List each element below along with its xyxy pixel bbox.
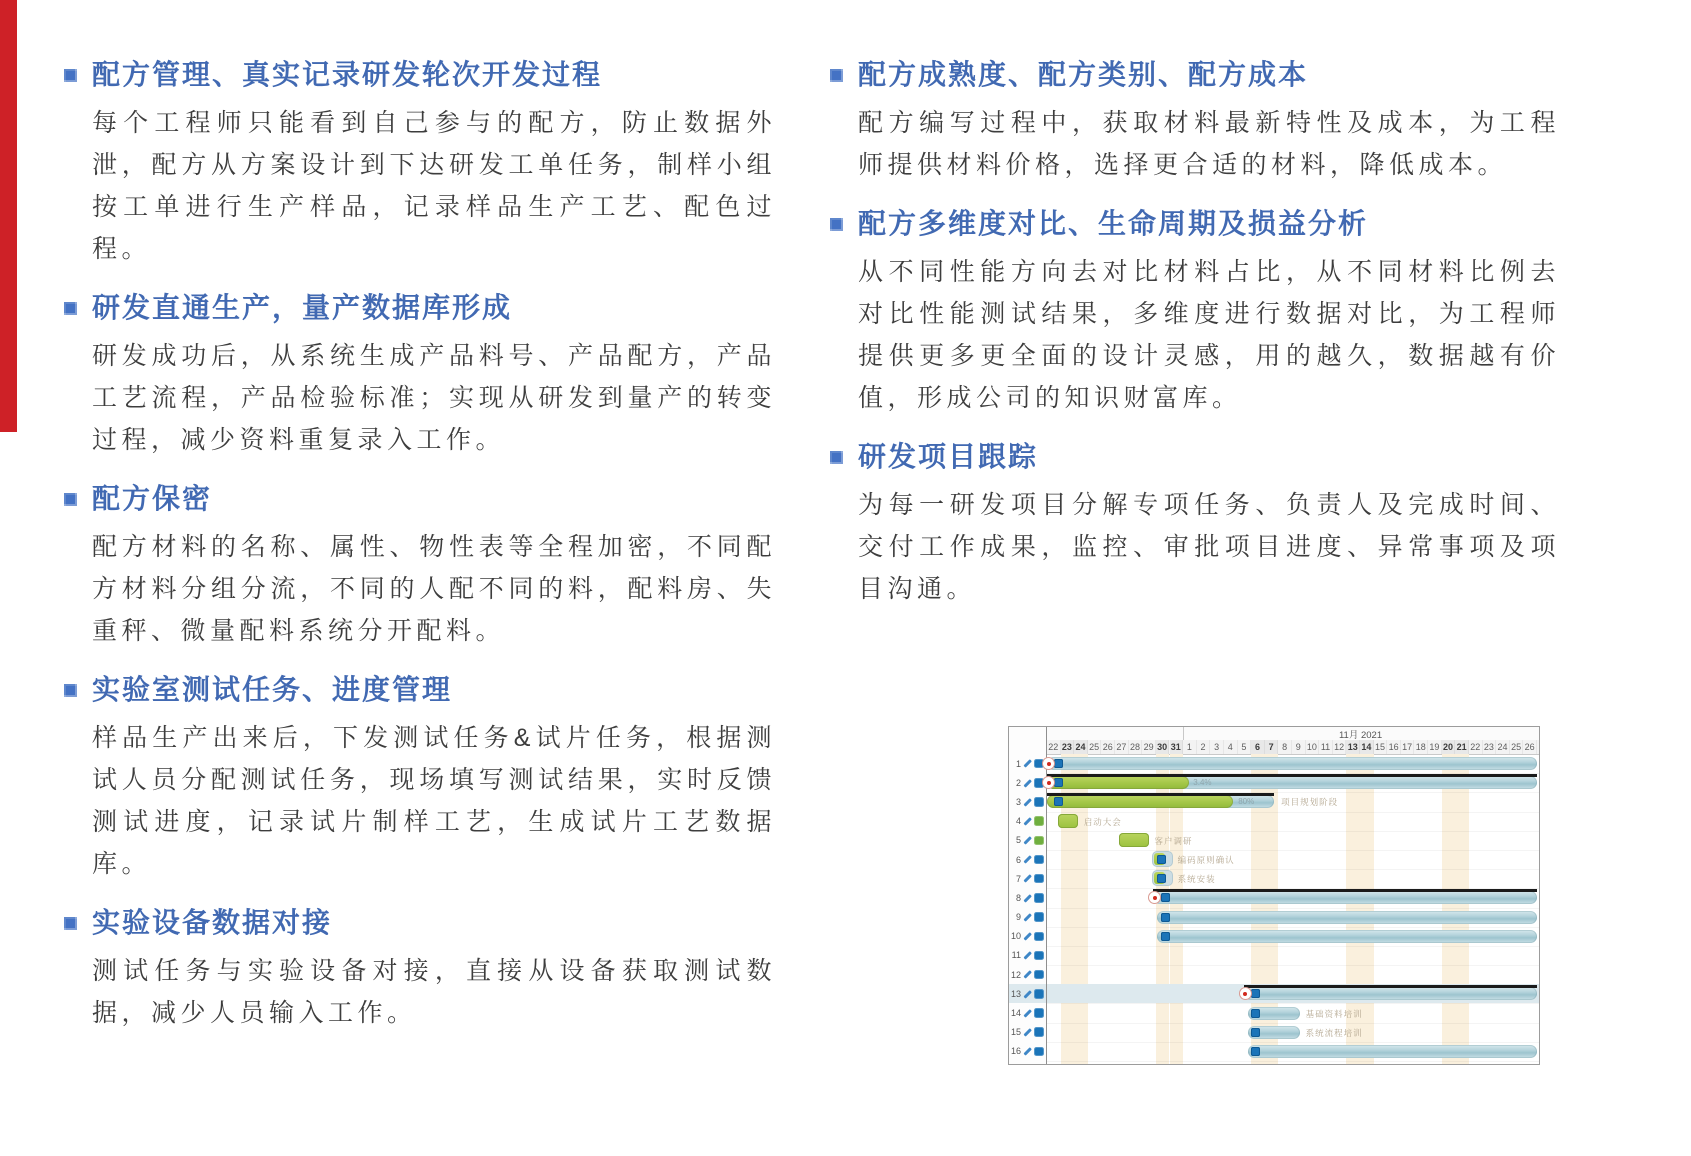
section-heading: 研发直通生产，量产数据库形成: [92, 292, 513, 323]
drag-handle[interactable]: [1251, 989, 1260, 998]
task-progress-bar[interactable]: [1047, 795, 1233, 808]
edit-pencil-icon[interactable]: [1023, 990, 1031, 998]
section-heading: 实验设备数据对接: [92, 907, 333, 938]
gantt-timeline-area: [1046, 727, 1539, 1064]
gantt-row-header: [1009, 984, 1046, 1003]
progress-marker-icon[interactable]: [1240, 988, 1251, 999]
edit-pencil-icon[interactable]: [1023, 760, 1031, 768]
task-status-icon[interactable]: [1034, 893, 1044, 903]
left-edge-red-bar: [0, 0, 17, 432]
row-number: 16: [1011, 1046, 1022, 1057]
row-gridline: [1047, 850, 1539, 870]
gantt-day-label: 10: [1306, 740, 1320, 754]
gantt-row-header: [1009, 908, 1046, 927]
gantt-chart-screenshot: [1008, 726, 1540, 1065]
summary-task-bar[interactable]: [1153, 889, 1537, 892]
milestone-box[interactable]: [1153, 871, 1172, 885]
gantt-row-header: [1009, 1023, 1046, 1042]
feature-section: [64, 665, 776, 885]
task-status-icon[interactable]: [1034, 874, 1044, 884]
edit-pencil-icon[interactable]: [1023, 875, 1031, 883]
feature-section: [830, 432, 1560, 610]
bullet-square-icon: [64, 69, 77, 82]
row-number: 4: [1015, 816, 1021, 827]
task-status-icon[interactable]: [1034, 912, 1044, 922]
bullet-square-icon: [64, 493, 77, 506]
gantt-day-label: 17: [1401, 740, 1415, 754]
gantt-day-label: 31: [1170, 740, 1184, 754]
bullet-square-icon: [64, 684, 77, 697]
gantt-row-header: [1009, 946, 1046, 965]
gantt-month-label: 11月 2021: [1183, 727, 1537, 740]
gantt-row-header: [1009, 965, 1046, 984]
task-status-icon[interactable]: [1034, 1008, 1044, 1018]
red-dot: [1243, 992, 1247, 996]
gantt-row-header: [1009, 850, 1046, 869]
row-gridline: [1047, 946, 1539, 966]
gantt-day-label: 30: [1156, 740, 1170, 754]
drag-handle[interactable]: [1054, 778, 1063, 787]
bullet-square-icon: [830, 451, 843, 464]
gantt-row-header: [1009, 1042, 1046, 1061]
gantt-day-label: 7: [1265, 740, 1279, 754]
feature-section: [64, 283, 776, 461]
gantt-day-label: 9: [1292, 740, 1306, 754]
row-number: 3: [1015, 796, 1021, 807]
gantt-row-header: [1009, 888, 1046, 907]
task-status-icon[interactable]: [1034, 989, 1044, 999]
milestone-box[interactable]: [1058, 814, 1078, 828]
edit-pencil-icon[interactable]: [1023, 1028, 1031, 1036]
section-heading: 实验室测试任务、进度管理: [92, 674, 453, 705]
task-bar[interactable]: [1153, 891, 1537, 904]
gantt-day-label: 28: [1129, 740, 1143, 754]
gantt-row-header: [1009, 812, 1046, 831]
section-heading: 配方保密: [92, 483, 213, 514]
task-bar[interactable]: [1248, 1045, 1537, 1058]
gantt-day-label: 22: [1047, 740, 1061, 754]
gantt-day-label: 29: [1142, 740, 1156, 754]
gantt-day-label: 16: [1387, 740, 1401, 754]
task-status-icon[interactable]: [1034, 855, 1044, 865]
gantt-day-label: 24: [1074, 740, 1088, 754]
gantt-day-label: 5: [1238, 740, 1252, 754]
feature-section: [830, 50, 1560, 186]
task-progress-bar[interactable]: [1047, 776, 1189, 789]
bullet-square-icon: [830, 69, 843, 82]
summary-task-bar[interactable]: [1047, 793, 1274, 796]
task-label: 项目规划阶段: [1281, 797, 1339, 808]
section-body: 样品生产出来后，下发测试任务&试片任务，根据测试人员分配测试任务，现场填写测试结果，实时反馈测试进度，记录试片制样工艺，生成试片工艺数据库。: [92, 724, 776, 878]
edit-pencil-icon[interactable]: [1023, 836, 1031, 844]
left-column: [64, 50, 776, 1047]
summary-task-bar[interactable]: [1244, 985, 1537, 988]
section-heading: 配方成熟度、配方类别、配方成本: [858, 59, 1309, 90]
row-number: 12: [1011, 969, 1022, 980]
drag-handle[interactable]: [1251, 1009, 1260, 1018]
row-number: 14: [1011, 1008, 1022, 1019]
task-bar[interactable]: [1157, 930, 1537, 943]
summary-task-bar[interactable]: [1047, 774, 1537, 777]
task-status-icon[interactable]: [1034, 932, 1044, 942]
gantt-day-label: 25: [1088, 740, 1102, 754]
section-heading: 配方多维度对比、生命周期及损益分析: [858, 208, 1369, 239]
gantt-day-label: 20: [1442, 740, 1456, 754]
drag-handle[interactable]: [1251, 1047, 1260, 1056]
gantt-row-header: [1009, 773, 1046, 792]
gantt-day-label: 27: [1115, 740, 1129, 754]
gantt-day-label: 3: [1210, 740, 1224, 754]
gantt-day-label: 23: [1483, 740, 1497, 754]
edit-pencil-icon[interactable]: [1023, 971, 1031, 979]
edit-pencil-icon[interactable]: [1023, 951, 1031, 959]
section-heading: 研发项目跟踪: [858, 441, 1039, 472]
row-number: 7: [1015, 873, 1021, 884]
gantt-row-header: [1009, 831, 1046, 850]
gantt-day-label: 26: [1101, 740, 1115, 754]
section-heading-row: [830, 199, 1560, 249]
section-heading: 配方管理、真实记录研发轮次开发过程: [92, 59, 603, 90]
task-status-icon[interactable]: [1034, 836, 1044, 846]
drag-handle[interactable]: [1161, 932, 1170, 941]
gantt-row-header-panel: [1009, 727, 1046, 1064]
gantt-day-label: 24: [1496, 740, 1510, 754]
drag-handle[interactable]: [1054, 797, 1063, 806]
gantt-day-label: 12: [1333, 740, 1347, 754]
drag-handle[interactable]: [1157, 855, 1166, 864]
row-number: 9: [1015, 912, 1021, 923]
red-dot: [1047, 762, 1051, 766]
task-status-icon[interactable]: [1034, 797, 1044, 807]
gantt-row-header: [1009, 792, 1046, 811]
bullet-square-icon: [64, 302, 77, 315]
gantt-date-header: [1047, 740, 1539, 755]
gantt-day-label: 8: [1278, 740, 1292, 754]
feature-section: [64, 50, 776, 270]
edit-pencil-icon[interactable]: [1023, 798, 1031, 806]
row-number: 15: [1011, 1027, 1022, 1038]
feature-section: [64, 898, 776, 1034]
gantt-day-label: 19: [1428, 740, 1442, 754]
task-bar[interactable]: [1244, 987, 1537, 1000]
edit-pencil-icon[interactable]: [1023, 817, 1031, 825]
feature-section: [64, 474, 776, 652]
task-status-icon[interactable]: [1034, 970, 1044, 980]
drag-handle[interactable]: [1054, 759, 1063, 768]
task-status-icon[interactable]: [1034, 816, 1044, 826]
row-gridline: [1047, 869, 1539, 889]
row-number: 10: [1011, 931, 1022, 942]
row-number: 1: [1015, 758, 1021, 769]
gantt-row-header: [1009, 754, 1046, 773]
section-body: 配方编写过程中，获取材料最新特性及成本，为工程师提供材料价格，选择更合适的材料，降低成本。: [858, 109, 1560, 179]
row-number: 5: [1015, 835, 1021, 846]
drag-handle[interactable]: [1161, 913, 1170, 922]
row-number: 13: [1011, 988, 1022, 999]
gantt-month-header: [1047, 727, 1539, 741]
task-label: 编码原则确认: [1177, 855, 1235, 866]
bullet-square-icon: [830, 218, 843, 231]
gantt-day-label: 13: [1346, 740, 1360, 754]
section-heading-row: [830, 50, 1560, 100]
gantt-day-label: 6: [1251, 740, 1265, 754]
row-number: 2: [1015, 777, 1021, 788]
gantt-day-label: 2: [1197, 740, 1211, 754]
gantt-day-label: 21: [1455, 740, 1469, 754]
section-heading-row: [830, 432, 1560, 482]
gantt-day-label: 25: [1510, 740, 1524, 754]
section-heading-row: [64, 898, 776, 948]
task-bar[interactable]: [1047, 757, 1537, 770]
task-label: 启动大会: [1083, 816, 1122, 827]
gantt-day-label: 26: [1523, 740, 1537, 754]
edit-pencil-icon[interactable]: [1023, 913, 1031, 921]
bullet-square-icon: [64, 917, 77, 930]
section-body: 研发成功后，从系统生成产品料号、产品配方，产品工艺流程，产品检验标准；实现从研发到量产的转变过程，减少资料重复录入工作。: [92, 342, 776, 454]
row-number: 8: [1015, 892, 1021, 903]
gantt-day-label: 18: [1415, 740, 1429, 754]
task-label: 系统安装: [1177, 874, 1216, 885]
edit-pencil-icon[interactable]: [1023, 894, 1031, 902]
gantt-row-header: [1009, 1003, 1046, 1022]
red-dot: [1153, 896, 1157, 900]
section-body: 为每一研发项目分解专项任务、负责人及完成时间、交付工作成果，监控、审批项目进度、异常事项及项目沟通。: [858, 491, 1560, 603]
edit-pencil-icon[interactable]: [1023, 932, 1031, 940]
gantt-day-label: 4: [1224, 740, 1238, 754]
section-body: 配方材料的名称、属性、物性表等全程加密，不同配方材料分组分流，不同的人配不同的料，配料房、失重秤、微量配料系统分开配料。: [92, 533, 776, 645]
edit-pencil-icon[interactable]: [1023, 1009, 1031, 1017]
section-heading-row: [64, 474, 776, 524]
gantt-row-header: [1009, 927, 1046, 946]
row-number: 11: [1011, 950, 1021, 961]
gantt-day-label: 11: [1319, 740, 1333, 754]
milestone-box[interactable]: [1119, 833, 1149, 847]
feature-section: [830, 199, 1560, 419]
task-label: 基础资料培训: [1305, 1008, 1363, 1019]
section-body: 从不同性能方向去对比材料占比，从不同材料比例去对比性能测试结果，多维度进行数据对比，为工程师提供更多更全面的设计灵感，用的越久，数据越有价值，形成公司的知识财富库。: [858, 258, 1560, 412]
red-dot: [1047, 781, 1051, 785]
task-bar[interactable]: [1157, 911, 1537, 924]
task-status-icon[interactable]: [1034, 1027, 1044, 1037]
gantt-day-label: 1: [1183, 740, 1197, 754]
task-label: 客户调研: [1154, 835, 1193, 846]
row-number: 6: [1015, 854, 1021, 865]
drag-handle[interactable]: [1161, 893, 1170, 902]
milestone-box[interactable]: [1153, 852, 1172, 866]
gantt-day-label: 14: [1360, 740, 1374, 754]
section-body: 测试任务与实验设备对接，直接从设备获取测试数据，减少人员输入工作。: [92, 957, 776, 1027]
edit-pencil-icon[interactable]: [1023, 855, 1031, 863]
row-gridline: [1047, 965, 1539, 985]
task-label: 系统流程培训: [1305, 1027, 1363, 1038]
right-column: [830, 50, 1560, 623]
gantt-row-header: [1009, 869, 1046, 888]
task-status-icon[interactable]: [1034, 951, 1044, 961]
edit-pencil-icon[interactable]: [1023, 779, 1031, 787]
section-heading-row: [64, 665, 776, 715]
section-heading-row: [64, 283, 776, 333]
task-status-icon[interactable]: [1034, 1047, 1044, 1057]
drag-handle[interactable]: [1251, 1028, 1260, 1037]
gantt-day-label: 15: [1374, 740, 1388, 754]
progress-percent-label: 80%: [1238, 796, 1255, 806]
edit-pencil-icon[interactable]: [1023, 1047, 1031, 1055]
gantt-day-label: 22: [1469, 740, 1483, 754]
gantt-day-label: 23: [1061, 740, 1075, 754]
progress-percent-label: 3.4%: [1193, 777, 1212, 787]
section-heading-row: [64, 50, 776, 100]
section-body: 每个工程师只能看到自己参与的配方，防止数据外泄，配方从方案设计到下达研发工单任务，制样小组按工单进行生产样品，记录样品生产工艺、配色过程。: [92, 109, 776, 263]
drag-handle[interactable]: [1157, 874, 1166, 883]
